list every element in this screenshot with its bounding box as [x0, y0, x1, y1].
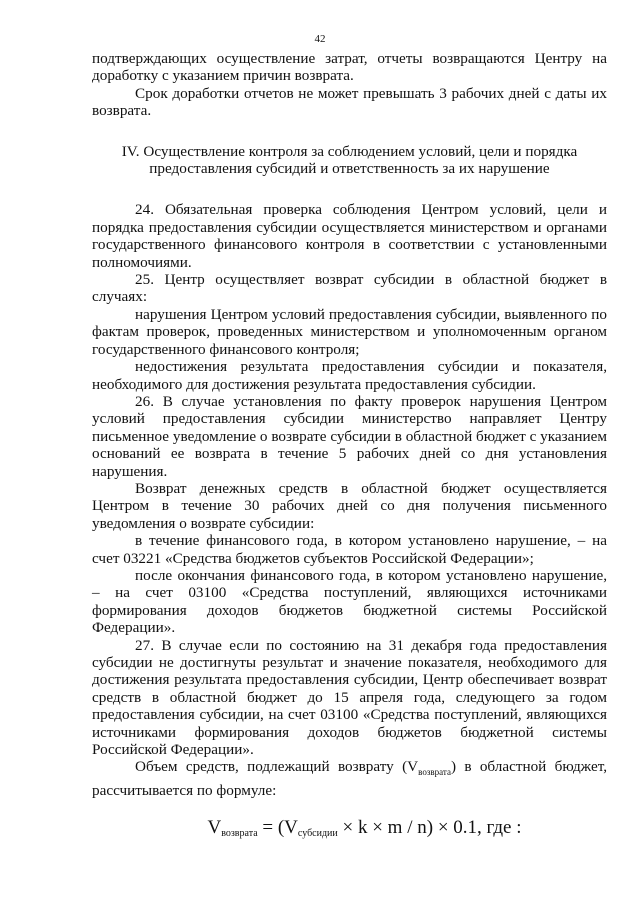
formula-equals: = (V	[257, 817, 298, 839]
paragraph-25-case-a: нарушения Центром условий предоставления субсидии, выявленного по фактам проверок, проведенных министерством и уполномоченным органом государственного финансового контроля;	[92, 305, 607, 358]
paragraph-continuation: подтверждающих осуществление затрат, отчеты возвращаются Центру на доработку с указанием причин возврата.	[92, 50, 607, 85]
formula-lhs: V	[207, 817, 222, 839]
paragraph-25: 25. Центр осуществляет возврат субсидии в областной бюджет в случаях:	[92, 271, 607, 306]
paragraph-26: 26. В случае установления по факту проверок нарушения Центром условий предоставления субсидии министерство направляет Центру письменное уведомление о возврате субсидии в областной бюджет с указанием оснований ее возврата в течение 5 рабочих дней со дня установления нарушения.	[92, 392, 607, 480]
paragraph-27-volume	[92, 758, 607, 799]
volume-subscript: возврата	[418, 767, 451, 778]
return-formula	[92, 816, 607, 846]
document-body	[92, 50, 607, 846]
formula-rhs-subscript: субсидии	[297, 828, 338, 840]
formula-rest: × k × m / n) × 0.1, где :	[337, 817, 522, 839]
paragraph-25-case-b: недостижения результата предоставления субсидии и показателя, необходимого для достижения результата предоставления субсидии.	[92, 358, 607, 393]
section-heading: IV. Осуществление контроля за соблюдением условий, цели и порядка предоставления субсидий и ответственность за их нарушение	[121, 142, 578, 178]
paragraph-26-account-03100: после окончания финансового года, в котором установлено нарушение, – на счет 03100 «Средства поступлений, являющихся источниками формирования доходов бюджетов бюджетной системы Российской Федерации».	[92, 566, 607, 637]
volume-text-after: ) в областной бюджет, рассчитывается по формуле:	[92, 758, 607, 799]
paragraph-24: 24. Обязательная проверка соблюдения Центром условий, цели и порядка предоставления субсидии осуществляется министерством и органами государственного финансового контроля в соответствии с установленными полномочиями.	[92, 201, 607, 271]
paragraph-26-return: Возврат денежных средств в областной бюджет осуществляется Центром в течение 30 рабочих дней со дня получения письменного уведомления о возврате субсидии:	[92, 479, 607, 532]
formula-lhs-subscript: возврата	[221, 828, 258, 840]
paragraph-27: 27. В случае если по состоянию на 31 декабря года предоставления субсидии не достигнуты результат и значение показателя, необходимого для достижения результата предоставления субсидии, Центр обеспечивает возврат средств в областной бюджет до 15 апреля года, следующего за годом предоставления субсидии, на счет 03100 «Средства поступлений, являющихся источниками формирования доходов бюджетов бюджетной системы Российской Федерации».	[92, 636, 607, 759]
volume-text-before: Объем средств, подлежащий возврату (V	[135, 758, 419, 776]
paragraph-revision-term: Срок доработки отчетов не может превышать 3 рабочих дней с даты их возврата.	[92, 84, 607, 120]
page-number: 42	[314, 33, 326, 45]
paragraph-26-account-03221: в течение финансового года, в котором установлено нарушение, – на счет 03221 «Средства бюджетов субъектов Российской Федерации»;	[92, 532, 607, 567]
